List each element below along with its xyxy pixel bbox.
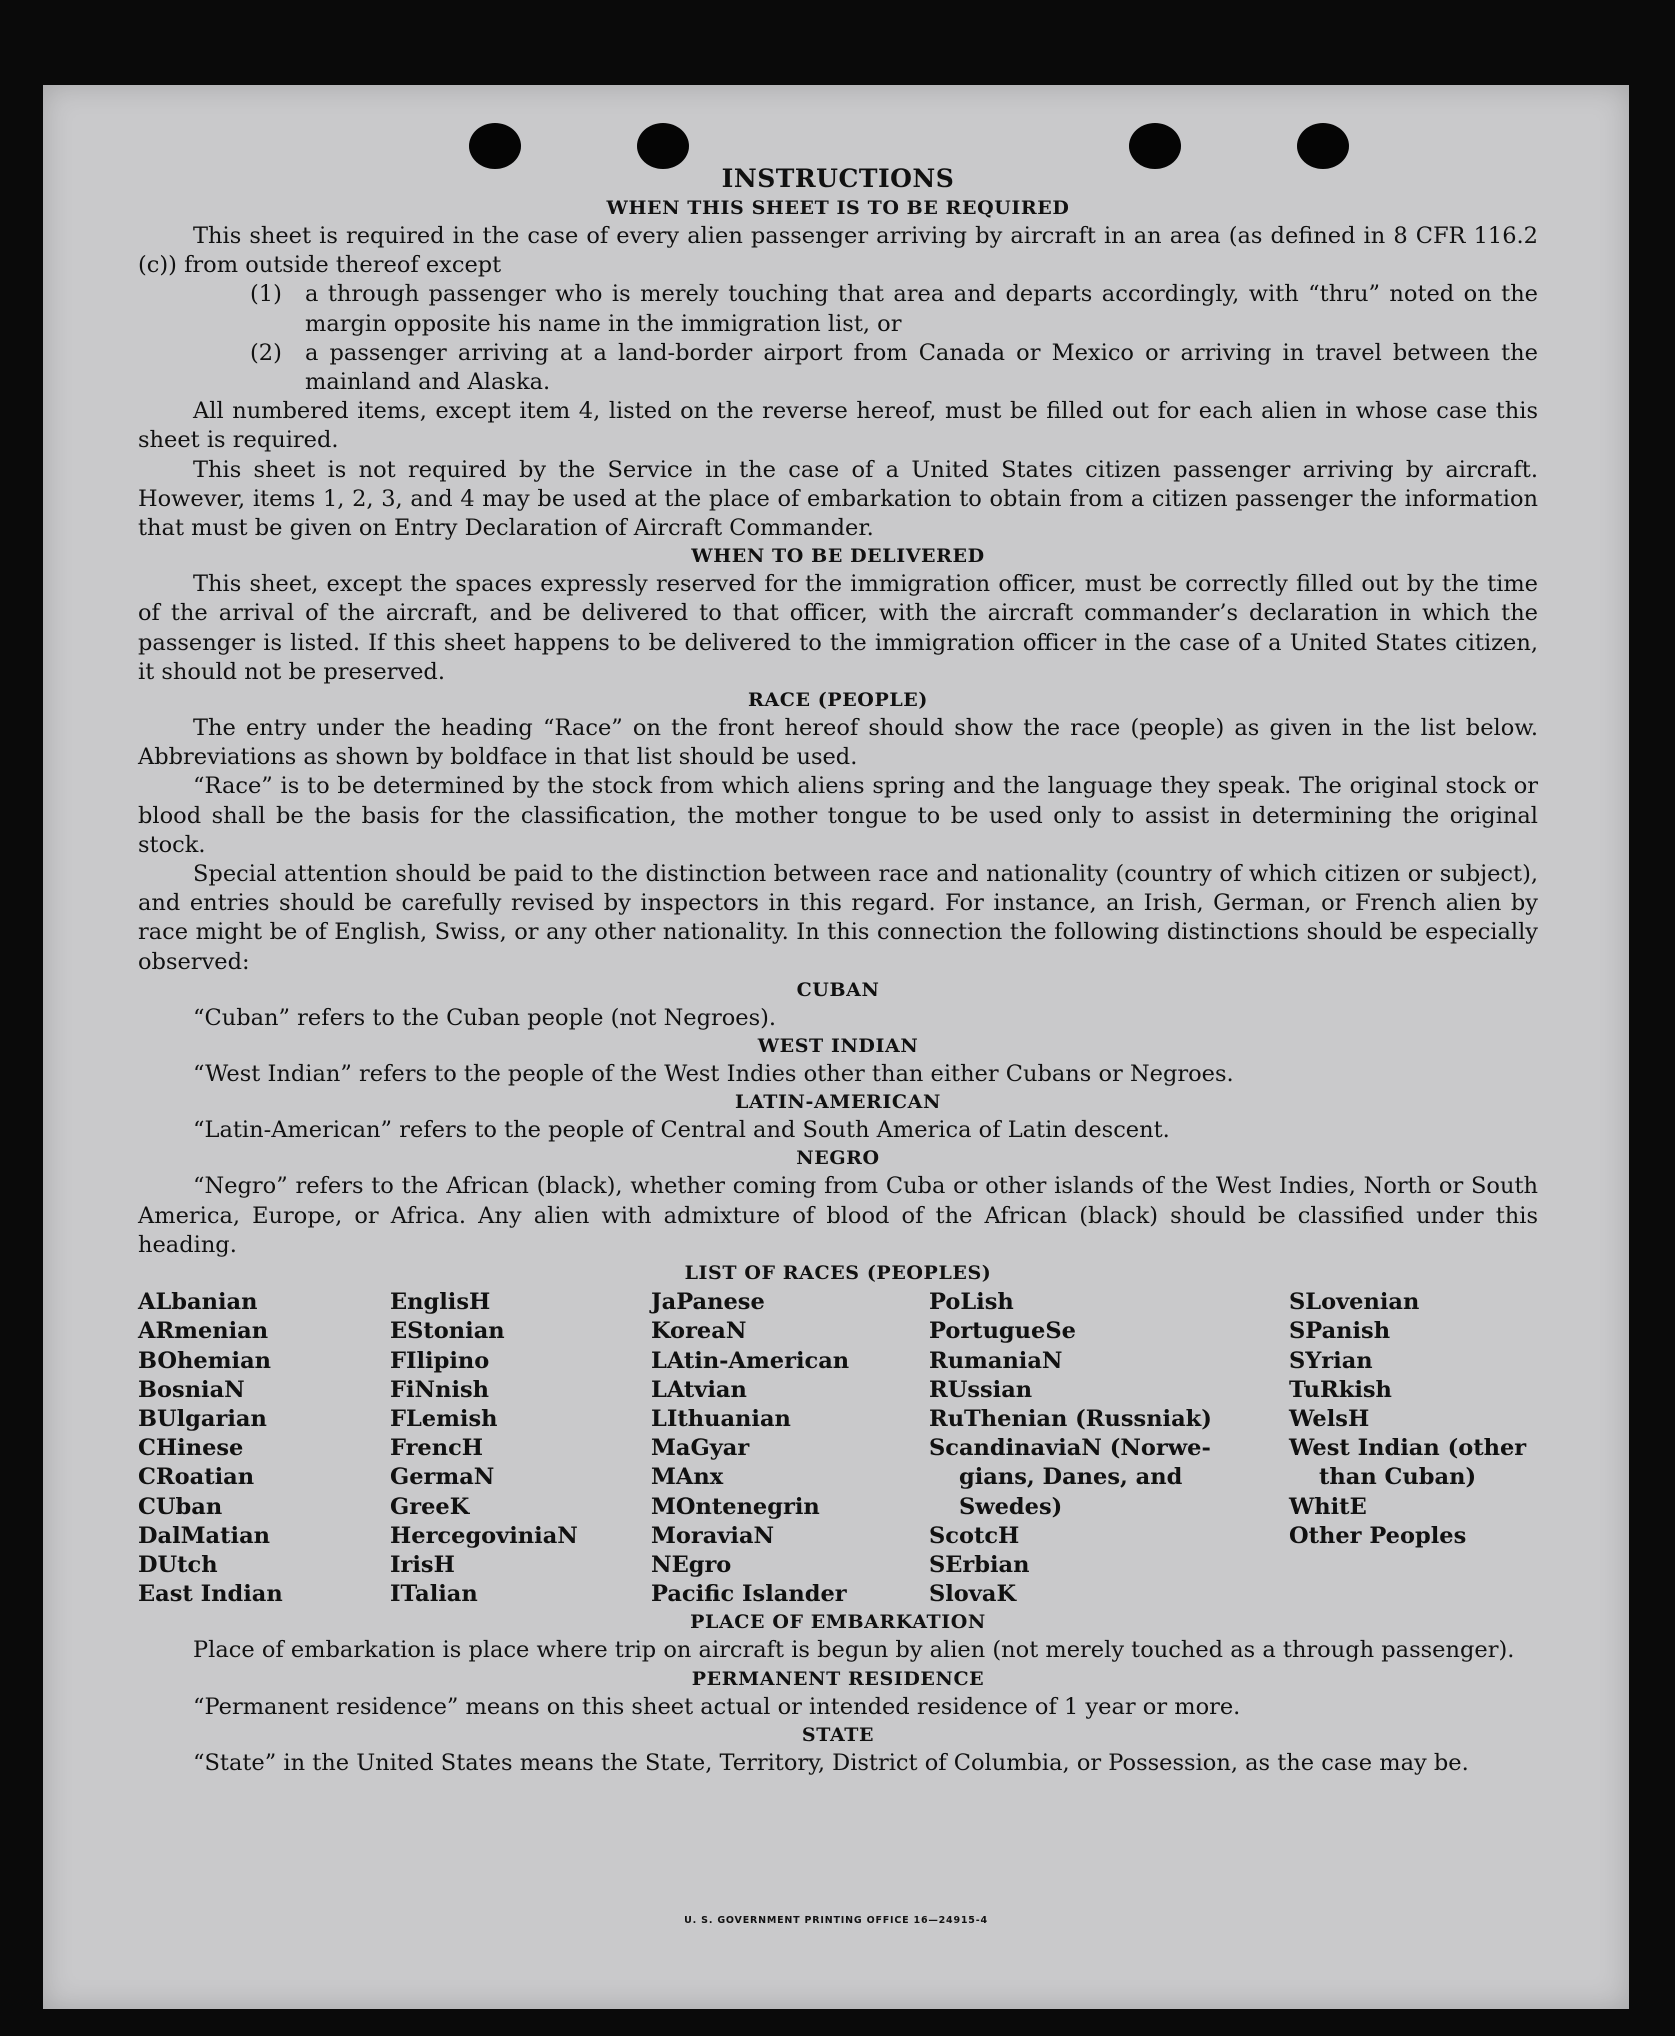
race-entry: GreeK xyxy=(390,1493,470,1520)
race-entry: LIthuanian xyxy=(651,1405,791,1432)
race-entry: MAnx xyxy=(651,1464,724,1491)
race-entry: Other Peoples xyxy=(1289,1522,1467,1549)
race-entry: IrisH xyxy=(390,1551,455,1578)
exception-text: a through passenger who is merely touching that area and departs accordingly, with “thru” noted on the margin opposite his name in the immigration list, or xyxy=(305,281,1538,337)
race-entry: than Cuban) xyxy=(1319,1464,1477,1491)
heading-when-required: WHEN THIS SHEET IS TO BE REQUIRED xyxy=(606,197,1070,219)
races-column-4 xyxy=(929,1288,1289,1609)
race-entry: ALbanian xyxy=(138,1289,258,1316)
race-entry: Pacific Islander xyxy=(651,1581,847,1608)
race-entry: HercegoviniaN xyxy=(390,1522,578,1549)
permanent-residence-text: “Permanent residence” means on this sheet actual or intended residence of 1 year or more. xyxy=(193,1693,1241,1720)
race-entry: DUtch xyxy=(138,1551,218,1578)
race-entry: EStonian xyxy=(390,1318,505,1345)
race-entry: BOhemian xyxy=(138,1347,272,1374)
race-entry: East Indian xyxy=(138,1581,283,1608)
race-entry: RUssian xyxy=(929,1376,1033,1403)
printer-imprint: U. S. GOVERNMENT PRINTING OFFICE 16—24915-4 xyxy=(684,1915,988,1926)
heading-state: STATE xyxy=(801,1723,875,1746)
race-entry: gians, Danes, and xyxy=(959,1464,1183,1491)
negro-text: “Negro” refers to the African (black), whether coming from Cuba or other islands of the West Indies, North or South America, Europe, or Africa. Any alien with admixture of blood of the African (black) should be classified under this heading. xyxy=(138,1173,1538,1258)
race-entry: JaPanese xyxy=(651,1289,765,1316)
race-entry: SErbian xyxy=(929,1551,1030,1578)
races-column-3 xyxy=(651,1288,929,1609)
race-paragraph-1: The entry under the heading “Race” on the front hereof should show the race (people) as given in the list below. Abbreviations as shown by boldface in that list should be used. xyxy=(138,715,1538,771)
races-column-2 xyxy=(390,1288,651,1609)
race-entry: ARmenian xyxy=(138,1318,269,1345)
exception-item xyxy=(138,339,1538,397)
race-entry: ScotcH xyxy=(929,1522,1020,1549)
race-entry: FLemish xyxy=(390,1405,498,1432)
race-entry: KoreaN xyxy=(651,1318,747,1345)
races-column-5 xyxy=(1289,1288,1538,1609)
west-indian-text: “West Indian” refers to the people of the West Indies other than either Cubans or Negroes. xyxy=(193,1061,1234,1088)
race-entry: SPanish xyxy=(1289,1318,1391,1345)
race-entry: SYrian xyxy=(1289,1347,1373,1374)
heading-list-of-races: LIST OF RACES (PEOPLES) xyxy=(684,1262,992,1285)
exception-text: a passenger arriving at a land-border airport from Canada or Mexico or arriving in travel between the mainland and Alaska. xyxy=(305,339,1538,396)
heading-west-indian: WEST INDIAN xyxy=(757,1035,919,1058)
heading-cuban: CUBAN xyxy=(796,978,880,1001)
race-entry: RuThenian (Russniak) xyxy=(929,1405,1212,1432)
race-entry: BosniaN xyxy=(138,1376,245,1403)
race-entry: SLovenian xyxy=(1289,1289,1420,1316)
race-entry: TuRkish xyxy=(1289,1376,1392,1403)
latin-american-text: “Latin-American” refers to the people of Central and South America of Latin descent. xyxy=(193,1117,1170,1144)
heading-embarkation: PLACE OF EMBARKATION xyxy=(690,1611,986,1634)
race-entry: PortugueSe xyxy=(929,1318,1076,1345)
cuban-text: “Cuban” refers to the Cuban people (not Negroes). xyxy=(193,1004,777,1031)
race-entry: MoraviaN xyxy=(651,1522,775,1549)
heading-latin-american: LATIN-AMERICAN xyxy=(735,1091,941,1114)
race-entry: MaGyar xyxy=(651,1435,750,1462)
when-delivered-text: This sheet, except the spaces expressly reserved for the immigration officer, must be correctly filled out by the time of the arrival of the aircraft, and be delivered to that officer, with the aircraft commander’s declaration in which the passenger is listed. If this sheet happens to be delivered to the immigration officer in the case of a United States citizen, it should not be preserved. xyxy=(138,571,1538,685)
race-entry: PoLish xyxy=(929,1289,1014,1316)
race-entry: FIlipino xyxy=(390,1347,490,1374)
race-entry: MOntenegrin xyxy=(651,1493,820,1520)
race-entry: CRoatian xyxy=(138,1464,255,1491)
race-entry: SlovaK xyxy=(929,1581,1017,1608)
race-entry: EnglisH xyxy=(390,1289,491,1316)
document-sheet xyxy=(43,85,1629,2009)
race-entry: WhitE xyxy=(1289,1493,1367,1520)
embarkation-text: Place of embarkation is place where trip on aircraft is begun by alien (not merely touched as a through passenger). xyxy=(193,1637,1515,1664)
exception-item xyxy=(138,280,1538,338)
race-entry: Swedes) xyxy=(959,1493,1063,1520)
numbered-items-paragraph: All numbered items, except item 4, listed on the reverse hereof, must be filled out for each alien in whose case this sheet is required. xyxy=(138,398,1538,454)
heading-negro: NEGRO xyxy=(796,1147,880,1170)
citizen-paragraph: This sheet is not required by the Service in the case of a United States citizen passenger arriving by aircraft. However, items 1, 2, 3, and 4 may be used at the place of embarkation to obtain from a citizen passenger the information that must be given on Entry Declaration of Aircraft Commander. xyxy=(138,456,1538,542)
race-paragraph-2: “Race” is to be determined by the stock from which aliens spring and the language they speak. The original stock or blood shall be the basis for the classification, the mother tongue to be used only to assist in determining the original stock. xyxy=(138,773,1538,858)
races-list xyxy=(138,1288,1538,1609)
race-paragraph-3: Special attention should be paid to the distinction between race and nationality (country of which citizen or subject), and entries should be carefully revised by inspectors in this regard. For instance, an Irish, German, or French alien by race might be of English, Swiss, or any other nationality. In this connection the following distinctions should be especially observed: xyxy=(138,861,1538,975)
exception-number: (1) xyxy=(250,281,282,308)
race-entry: ITalian xyxy=(390,1581,478,1608)
races-column-1 xyxy=(138,1288,390,1609)
race-entry: West Indian (other xyxy=(1289,1435,1527,1462)
race-entry: LAtin-American xyxy=(651,1347,850,1374)
heading-race: RACE (PEOPLE) xyxy=(748,689,928,712)
heading-when-delivered: WHEN TO BE DELIVERED xyxy=(691,545,985,568)
race-entry: FiNnish xyxy=(390,1376,490,1403)
race-entry: FrencH xyxy=(390,1435,484,1462)
instructions-body xyxy=(138,163,1538,1778)
when-required-intro: This sheet is required in the case of every alien passenger arriving by aircraft in an area (as defined in 8 CFR 116.2 (c)) from outside thereof except xyxy=(138,223,1538,279)
race-entry: CHinese xyxy=(138,1435,244,1462)
race-entry: NEgro xyxy=(651,1551,732,1578)
race-entry: LAtvian xyxy=(651,1376,747,1403)
race-entry: WelsH xyxy=(1289,1405,1370,1432)
page-title: INSTRUCTIONS xyxy=(721,164,955,193)
heading-permanent-residence: PERMANENT RESIDENCE xyxy=(691,1667,985,1690)
state-text: “State” in the United States means the State, Territory, District of Columbia, or Possession, as the case may be. xyxy=(193,1749,1469,1776)
race-entry: ScandinaviaN (Norwe- xyxy=(929,1435,1211,1462)
exception-number: (2) xyxy=(250,339,282,366)
race-entry: DalMatian xyxy=(138,1522,271,1549)
race-entry: BUlgarian xyxy=(138,1405,267,1432)
race-entry: GermaN xyxy=(390,1464,495,1491)
race-entry: CUban xyxy=(138,1493,223,1520)
race-entry: RumaniaN xyxy=(929,1347,1063,1374)
